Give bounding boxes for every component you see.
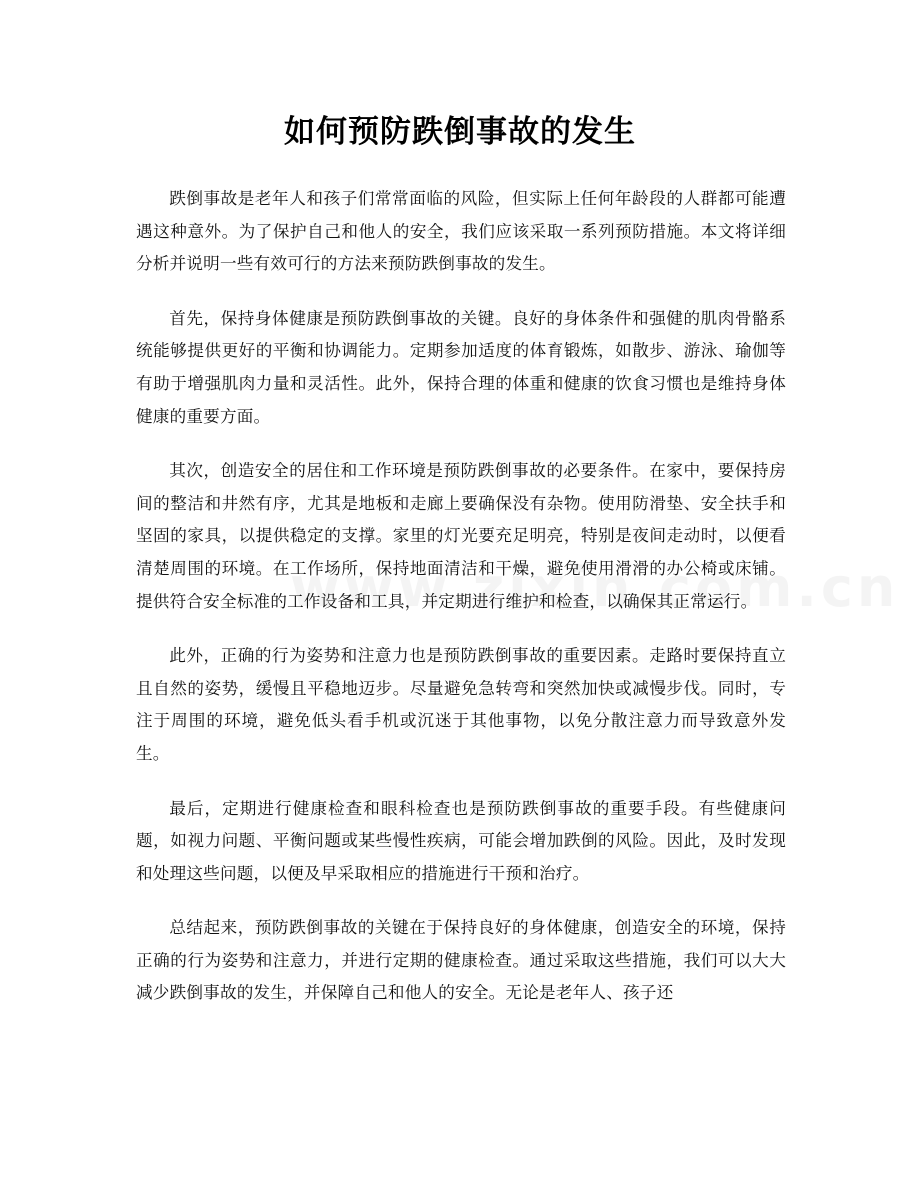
document-title: 如何预防跌倒事故的发生 — [284, 114, 636, 150]
paragraph-intro: 跌倒事故是老年人和孩子们常常面临的风险，但实际上任何年龄段的人群都可能遭遇这种意外。为了保护自己和他人的安全，我们应该采取一系列预防措施。本文将详细分析并说明一些有效可行的方法来预防跌倒事故的发生。 — [136, 189, 786, 274]
document-body — [136, 183, 786, 1032]
paragraph-environment: 其次，创造安全的居住和工作环境是预防跌倒事故的必要条件。在家中，要保持房间的整洁和井然有序，尤其是地板和走廊上要确保没有杂物。使用防滑垫、安全扶手和坚固的家具，以提供稳定的支撑。家里的灯光要充足明亮，特别是夜间走动时，以便看清楚周围的环境。在工作场所，保持地面清洁和干燥，避免使用滑滑的办公椅或床铺。提供符合安全标准的工作设备和工具，并定期进行维护和检查，以确保其正常运行。 — [136, 461, 786, 611]
paragraph-health: 首先，保持身体健康是预防跌倒事故的关键。良好的身体条件和强健的肌肉骨骼系统能够提供更好的平衡和协调能力。定期参加适度的体育锻炼，如散步、游泳、瑜伽等有助于增强肌肉力量和灵活性。此外，保持合理的体重和健康的饮食习惯也是维持身体健康的重要方面。 — [136, 308, 786, 426]
paragraph-summary: 总结起来，预防跌倒事故的关键在于保持良好的身体健康，创造安全的环境，保持正确的行为姿势和注意力，并进行定期的健康检查。通过采取这些措施，我们可以大大减少跌倒事故的发生，并保障自己和他人的安全。无论是老年人、孩子还 — [136, 918, 786, 1003]
paragraph-checkups: 最后，定期进行健康检查和眼科检查也是预防跌倒事故的重要手段。有些健康问题，如视力问题、平衡问题或某些慢性疾病，可能会增加跌倒的风险。因此，及时发现和处理这些问题，以便及早采取相应的措施进行干预和治疗。 — [136, 798, 786, 883]
paragraph-posture: 此外，正确的行为姿势和注意力也是预防跌倒事故的重要因素。走路时要保持直立且自然的姿势，缓慢且平稳地迈步。尽量避免急转弯和突然加快或减慢步伐。同时，专注于周围的环境，避免低头看手机或沉迷于其他事物，以免分散注意力而导致意外发生。 — [136, 646, 786, 763]
